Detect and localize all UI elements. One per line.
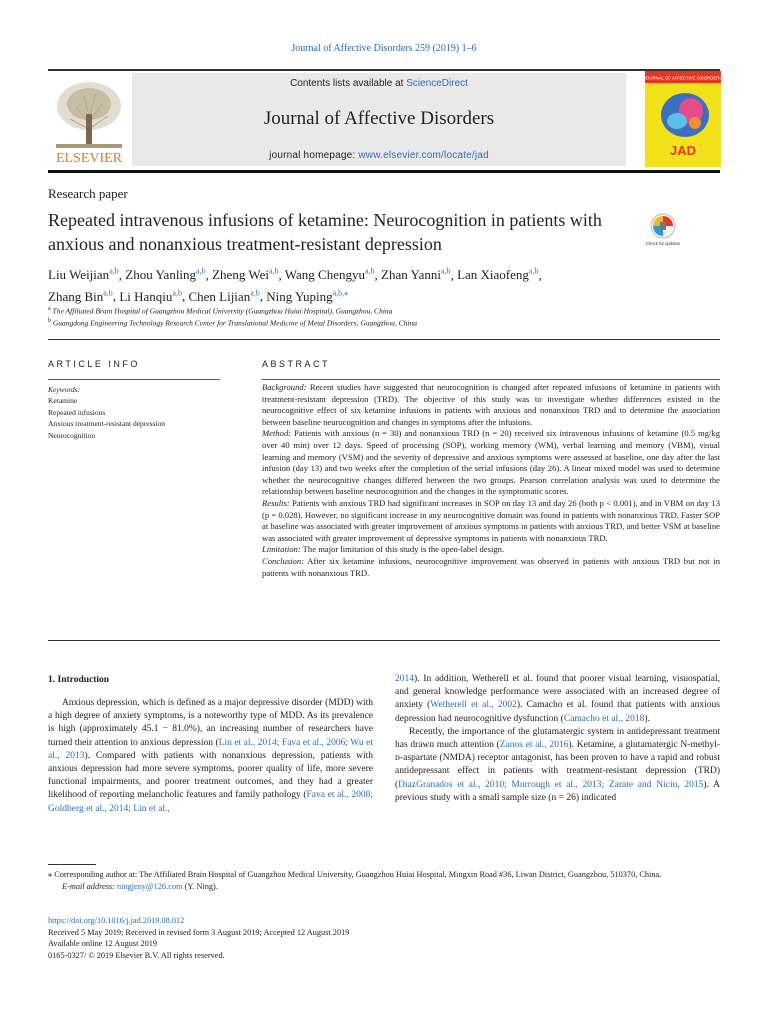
svg-text:Check for updates: Check for updates [646,241,680,246]
keyword: Anxious treatment-resistant depression [48,419,166,429]
elsevier-logo [48,74,130,166]
contents-line: Contents lists available at ScienceDirect [290,78,468,89]
article-title: Repeated intravenous infusions of ketamine: Neurocognition in patients with anxious and nonanxious treatment-resistant depression [48,210,602,254]
citation-link[interactable]: 2014 [395,674,414,684]
keywords-label: Keywords: [48,385,81,394]
journal-citation[interactable]: Journal of Affective Disorders 259 (2019) 1–6 [291,43,477,54]
abstract-results: Results: Patients with anxious TRD had significant increases in SOP on day 13 and day 26 (both p < 0.001), and in VBM on day 13 (p = 0.028). However, no significant increase in any neurocognitive domain was found in patients with nonanxious TRD. Faster SOP at baseline was associated with greater improvement of anxious symptoms in patients with anxious TRD, and better VSM at baseline was associated with greater improvement of depressive symptoms in patients with nonanxious TRD. [262,497,720,543]
masthead-bottom-rule [48,170,720,173]
corresponding-author-footnote: ⁎ Corresponding author at: The Affiliated Brain Hospital of Guangzhou Medical University, Guangzhou Huiai Hospital, Mingxin Road #36, Liwan District, Guangzhou, 510370, China. E-mail address: ningjeny@126.com (Y. Ning). [48,870,662,891]
journal-cover [645,71,721,167]
citation-link[interactable]: Wetherell et al., 2002 [430,700,517,711]
abstract-label: ABSTRACT [262,359,331,369]
email-link[interactable]: ningjeny@126.com [117,881,183,891]
divider [48,379,220,380]
intro-left-column [48,697,373,816]
keyword: Ketamine [48,396,78,406]
keyword: Neurocognition [48,430,96,440]
svg-text:JOURNAL OF AFFECTIVE DISORDERS: JOURNAL OF AFFECTIVE DISORDERS [645,75,721,81]
copyright: 0165-0327/ © 2019 Elsevier B.V. All rights reserved. [48,950,225,960]
divider [262,379,720,380]
keyword: Repeated infusions [48,407,106,417]
abstract-method: Method: Patients with anxious (n = 30) and nonanxious TRD (n = 20) received six intravenous infusions of ketamine (0.5 mg/kg over 40 min) over 12 days. Speed of processing (SOP), working memory (WM), verbal learning and memory (VBM), visual learning and memory (VSM) and the severity of depressive and anxious symptoms were assessed at baseline, one day after the last infusion (day 13) and two weeks after the completion of the serial infusions (day 26). A linear mixed model was used to determine whether the neurocognitive changes differed between the two groups. Pearson correlation analysis was used to determine the relationship between baseline neurocognition and the changes in the symptomatic scores. [262,428,720,497]
paragraph: Anxious depression, which is defined as a major depressive disorder (MDD) with a high degree of anxiety symptoms, is a noteworthy type of MDD. As its prevalence is high (approximately 45.1 − 81.0%), an increasing number of researchers have turned their attention to anxious depression (Lin et al., 2014; Fava et al., 2006; Wu et al., 2013). Compared with patients with nonanxious depression, patients with anxious depression had more severe symptoms, poorer quality of life, more severe functional impairments, and poorer treatment outcomes, and they had a greater likelihood of reporting melancholic features and family pathology (Fava et al., 2008; Goldberg et al., 2014; Lin et al., [48,698,374,814]
author[interactable]: Lan Xiaofeng$^{a,b}$ [457,267,539,283]
citation-link[interactable]: DiazGranados et al., 2010; Murrough et al., 2013; Zarate and Niciu, 2015 [398,779,704,790]
author[interactable]: Wang Chengyu$^{a,b}$ [284,267,375,283]
abstract-conclusion: Conclusion: After six ketamine infusions, neurocognitive improvement was observed in patients with anxious TRD but not in patients with nonanxious TRD. [262,555,720,578]
received-dates: Received 5 May 2019; Received in revised form 3 August 2019; Accepted 12 August 2019 [48,927,350,937]
paragraph: 2014). In addition, Wetherell et al. found that poorer visual learning, visuospatial, and general knowledge performance were associated with an increased degree of anxiety (Wetherell et al., 2002). Camacho et al. found that patients with anxious depression had neurocognitive dysfunction (Camacho et al., 2018). [395,674,720,724]
citation-link[interactable]: Zanos et al., 2016 [499,740,569,751]
divider [48,339,720,340]
article-info-label: ARTICLE INFO [48,359,140,369]
doi-link[interactable]: https://doi.org/10.1016/j.jad.2019.08.012 [48,916,185,925]
author-list: Liu Weijian$^{a,b}$, Zhou Yanling$^{a,b}$, Zheng Wei$^{a,b}$, Wang Chengyu$^{a,b}$, Zhan Yanni$^{a,b}$, Lan Xiaofeng$^{a,b}$, Zhang Bin$^{a,b}$, Li Hanqiu$^{a,b}$, Chen Lijian$^{a,b}$, Ning Yuping$^{a,b,⁎}$ [48,267,542,304]
intro-right-column [395,673,720,805]
svg-text:ELSEVIER: ELSEVIER [55,151,123,166]
citation-link[interactable]: Camacho et al., 2018 [563,713,645,724]
abstract-limitation: Limitation: The major limitation of this study is the open-label design. [262,544,505,555]
masthead-top-rule [48,69,720,71]
paragraph: Recently, the importance of the glutamatergic system in antidepressant treatment has drawn much attention (Zanos et al., 2016). Ketamine, a glutamatergic N-methyl-ᴅ-aspartate (NMDA) receptor antagonist, has been proven to have a rapid and robust antidepressant effect in patients with treatment-resistant depression (TRD) (DiazGranados et al., 2010; Murrough et al., 2013; Zarate and Niciu, 2015). A previous study with a small sample size (n = 26) indicated [395,726,720,803]
journal-homepage: journal homepage: www.elsevier.com/locate/jad [269,150,489,161]
author[interactable]: Zhang Bin$^{a,b}$ [48,288,113,304]
sciencedirect-link[interactable]: ScienceDirect [406,78,468,89]
abstract-background: Background: Recent studies have suggested that neurocognition is changed after repeated infusions of ketamine in patients with treatment-resistant depression (TRD). The objective of this study was to investigate whether differences existed in the neurocognitive effect of six ketamine infusions in patients with anxious and nonanxious TRD and to determine the association between baseline neurocognition and changes in symptoms after the infusions. [262,382,720,427]
author[interactable]: Chen Lijian$^{a,b}$ [188,288,260,304]
article-type: Research paper [48,186,128,201]
author[interactable]: Ning Yuping$^{a,b,⁎}$ [266,288,349,304]
affiliation-a: $^a$ The Affiliated Brain Hospital of Guangzhou Medical University (Guangzhou Huiai Hospital), Guangzhou, China [48,306,393,316]
citation-link[interactable]: Fava et al., 2008; Goldberg et al., 2014; Lin et al., [48,790,373,814]
author[interactable]: Zhou Yanling$^{a,b}$ [125,267,206,283]
svg-text:JAD: JAD [669,143,697,158]
divider [48,640,720,641]
abstract-text [262,382,720,579]
keywords-block [48,384,228,441]
section-heading-introduction: 1. Introduction [48,675,110,685]
author[interactable]: Zheng Wei$^{a,b}$ [212,267,279,283]
online-date: Available online 12 August 2019 [48,939,158,949]
citation-link[interactable]: Lin et al., 2014; Fava et al., 2006; Wu et al., 2013 [48,737,373,761]
author[interactable]: Liu Weijian$^{a,b}$ [48,267,119,283]
article-history [48,915,720,961]
author[interactable]: Li Hanqiu$^{a,b}$ [119,288,182,304]
footnote-rule [48,864,96,865]
check-for-updates-badge[interactable] [646,212,680,252]
journal-name: Journal of Affective Disorders [263,108,495,129]
author[interactable]: Zhan Yanni$^{a,b}$ [381,267,451,283]
homepage-link[interactable]: www.elsevier.com/locate/jad [358,150,489,161]
affiliation-b: $^b$ Guangdong Engineering Technology Research Center for Translational Medicine of Metal Disorders, Guangzhou, China [48,318,418,328]
